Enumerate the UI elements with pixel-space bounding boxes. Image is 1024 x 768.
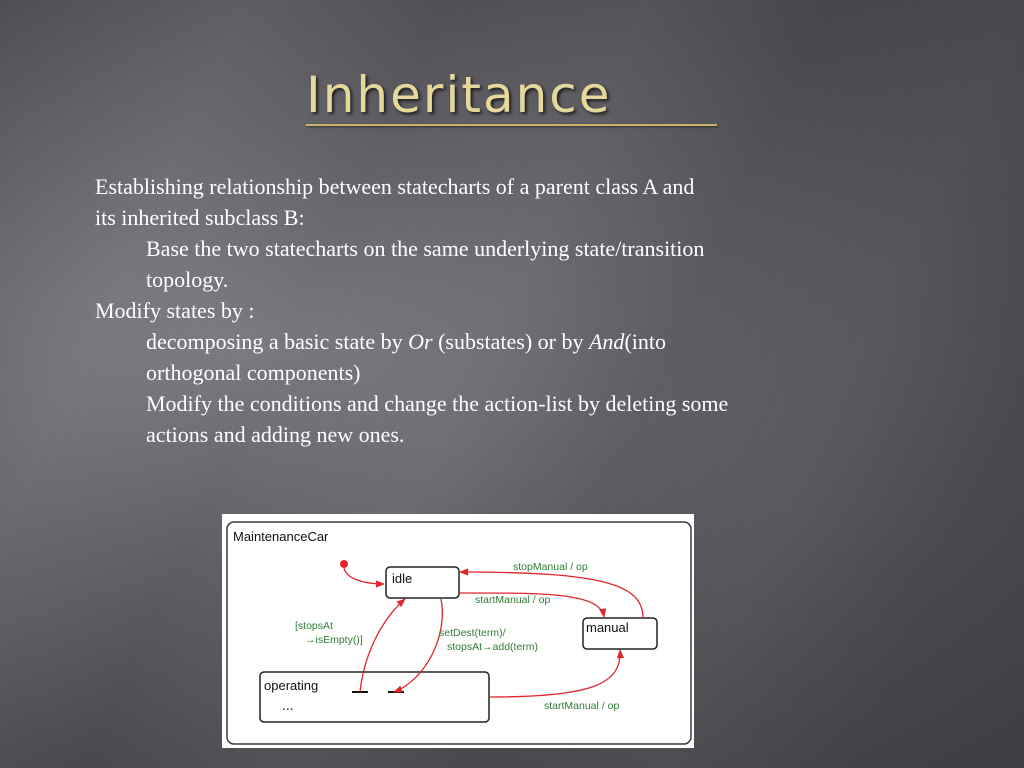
statechart-figure [222,514,694,748]
state-operating-label: operating [264,678,319,693]
body-subline: topology. [146,267,229,292]
title-underline [306,124,717,126]
body-subline: actions and adding new ones. [146,422,405,447]
body-line: Establishing relationship between statecharts of a parent class A and [95,174,695,199]
text-run: (substates) or by [432,329,589,354]
transition-guard-label-2: →isEmpty()] [305,634,363,646]
initial-state-dot [340,560,348,568]
emphasis-and: And [588,329,625,354]
slide-title: Inheritance [306,66,612,124]
body-subline: Base the two statecharts on the same underlying state/transition [146,236,705,261]
transition-set-dest-label-1: setDest(term)/ [439,627,506,639]
transition-start-manual-top-label: startManual / op [475,594,551,606]
transition-set-dest-label-2: stopsAt→add(term) [447,641,539,653]
state-idle-label: idle [392,571,413,586]
text-run: (into [624,329,666,354]
state-operating-ellipsis: ... [282,697,294,713]
body-subline: orthogonal components) [146,360,361,385]
emphasis-or: Or [408,329,433,354]
container-label: MaintenanceCar [233,529,329,544]
transition-guard-label-1: [stopsAt [295,620,333,632]
body-line: its inherited subclass B: [95,205,305,230]
body-line: Modify states by : [95,298,255,323]
body-subline-decompose [146,326,666,357]
body-subline: Modify the conditions and change the action-list by deleting some [146,391,729,416]
text-run: decomposing a basic state by [146,329,409,354]
transition-stop-manual-label: stopManual / op [513,561,588,573]
transition-start-manual-bottom-label: startManual / op [544,700,620,712]
statechart-diagram [222,514,694,748]
state-manual-label: manual [586,620,629,635]
